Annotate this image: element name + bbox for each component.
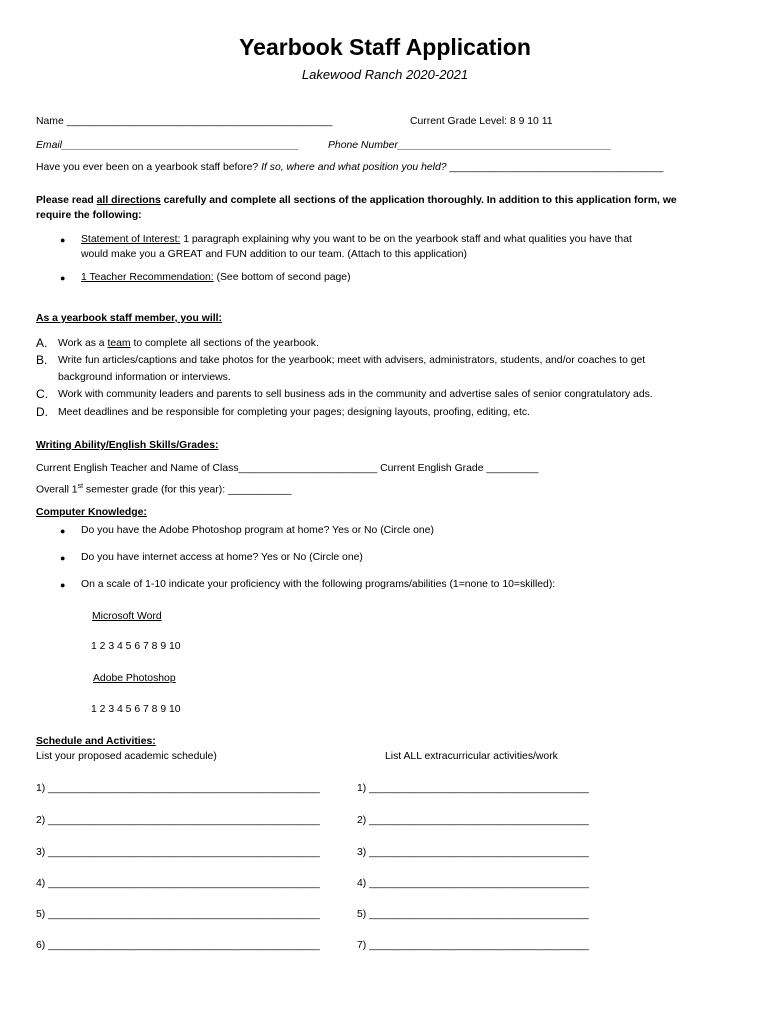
semester-grade-field[interactable] bbox=[36, 483, 292, 495]
activity-row[interactable]: 5) ______________________________________ bbox=[357, 909, 589, 920]
writing-heading: Writing Ability/English Skills/Grades: bbox=[36, 440, 219, 451]
proficiency-scale-word[interactable]: 1 2 3 4 5 6 7 8 9 10 bbox=[91, 641, 181, 652]
schedule-heading: Schedule and Activities: bbox=[36, 736, 156, 747]
duties-heading: As a yearbook staff member, you will: bbox=[36, 313, 222, 324]
duty-text-underlined: team bbox=[107, 338, 131, 349]
list-letter: C. bbox=[36, 387, 48, 401]
staff-question-italic: If so, where and what position you held? bbox=[261, 162, 447, 173]
activity-row[interactable]: 1) ______________________________________ bbox=[357, 783, 589, 794]
proficiency-question: On a scale of 1-10 indicate your proficiency with the following programs/abilities (1=none to 10=skilled): bbox=[81, 579, 556, 590]
requirement-item bbox=[81, 272, 351, 283]
list-letter: D. bbox=[36, 405, 48, 419]
computer-heading: Computer Knowledge: bbox=[36, 507, 147, 518]
list-letter: A. bbox=[36, 336, 48, 350]
requirement-item bbox=[81, 234, 632, 245]
schedule-right-label: List ALL extracurricular activities/work bbox=[385, 751, 558, 762]
schedule-left-label: List your proposed academic schedule) bbox=[36, 751, 217, 762]
staff-experience-question bbox=[36, 162, 663, 173]
schedule-row[interactable]: 2) _______________________________________________ bbox=[36, 815, 320, 826]
page-subtitle: Lakewood Ranch 2020-2021 bbox=[301, 67, 469, 82]
directions-intro bbox=[36, 195, 677, 206]
directions-underlined: all directions bbox=[96, 195, 161, 206]
name-field[interactable]: Name ______________________________________________ bbox=[36, 116, 333, 127]
bullet-icon: ● bbox=[60, 273, 66, 283]
duty-text-pre: Work as a bbox=[58, 338, 108, 349]
staff-question-text: Have you ever been on a yearbook staff before? bbox=[36, 162, 259, 173]
english-teacher-field[interactable]: Current English Teacher and Name of Class________________________ Current English Grade _________ bbox=[36, 463, 539, 474]
internet-question[interactable]: Do you have internet access at home? Yes or No (Circle one) bbox=[81, 552, 363, 563]
bullet-icon: ● bbox=[60, 553, 66, 563]
grade-level-field[interactable]: Current Grade Level: 8 9 10 11 bbox=[410, 116, 553, 127]
duty-item bbox=[58, 338, 319, 349]
program-name-word: Microsoft Word bbox=[92, 611, 162, 622]
requirement-text: (See bottom of second page) bbox=[213, 272, 351, 283]
proficiency-scale-photoshop[interactable]: 1 2 3 4 5 6 7 8 9 10 bbox=[91, 704, 181, 715]
phone-field[interactable]: Phone Number_____________________________________ bbox=[328, 140, 612, 151]
activity-row[interactable]: 2) ______________________________________ bbox=[357, 815, 589, 826]
directions-intro-line2: require the following: bbox=[36, 210, 142, 221]
bullet-icon: ● bbox=[60, 235, 66, 245]
email-field[interactable]: Email_________________________________________ bbox=[36, 140, 299, 151]
requirement-text-line2: would make you a GREAT and FUN addition to our team. (Attach to this application) bbox=[81, 249, 467, 260]
staff-answer-line[interactable]: _____________________________________ bbox=[449, 162, 664, 173]
list-letter: B. bbox=[36, 353, 48, 367]
page-title: Yearbook Staff Application bbox=[239, 34, 531, 60]
semester-grade-suffix: semester grade (for this year): ___________ bbox=[83, 484, 292, 496]
schedule-row[interactable]: 1) _______________________________________________ bbox=[36, 783, 320, 794]
bullet-icon: ● bbox=[60, 526, 66, 536]
activity-row[interactable]: 4) ______________________________________ bbox=[357, 878, 589, 889]
duty-item: Work with community leaders and parents to sell business ads in the community and advertise sales of senior congratulatory ads. bbox=[58, 389, 653, 400]
requirement-text: 1 paragraph explaining why you want to be on the yearbook staff and what qualities you have that bbox=[180, 234, 632, 245]
activity-row[interactable]: 3) ______________________________________ bbox=[357, 847, 589, 858]
program-name-photoshop: Adobe Photoshop bbox=[93, 673, 176, 684]
duty-item: Write fun articles/captions and take photos for the yearbook; meet with advisers, administrators, students, and/or coaches to get bbox=[58, 355, 646, 366]
schedule-row[interactable]: 3) _______________________________________________ bbox=[36, 847, 320, 858]
directions-prefix: Please read bbox=[36, 195, 97, 206]
semester-grade-prefix: Overall 1 bbox=[36, 484, 78, 496]
duty-text-post: to complete all sections of the yearbook. bbox=[130, 338, 319, 349]
requirement-label: Statement of Interest: bbox=[81, 234, 181, 245]
photoshop-question[interactable]: Do you have the Adobe Photoshop program at home? Yes or No (Circle one) bbox=[81, 525, 434, 536]
schedule-row[interactable]: 6) _______________________________________________ bbox=[36, 940, 320, 951]
duty-item-line2: background information or interviews. bbox=[58, 372, 231, 383]
semester-grade-sup: st bbox=[77, 483, 84, 490]
directions-suffix: carefully and complete all sections of the application thoroughly. In addition to this application form, we bbox=[160, 195, 677, 206]
requirement-label: 1 Teacher Recommendation: bbox=[81, 272, 214, 283]
activity-row[interactable]: 7) ______________________________________ bbox=[357, 940, 589, 951]
duty-item: Meet deadlines and be responsible for completing your pages; designing layouts, proofing, editing, etc. bbox=[58, 407, 530, 418]
bullet-icon: ● bbox=[60, 580, 66, 590]
schedule-row[interactable]: 5) _______________________________________________ bbox=[36, 909, 320, 920]
schedule-row[interactable]: 4) _______________________________________________ bbox=[36, 878, 320, 889]
